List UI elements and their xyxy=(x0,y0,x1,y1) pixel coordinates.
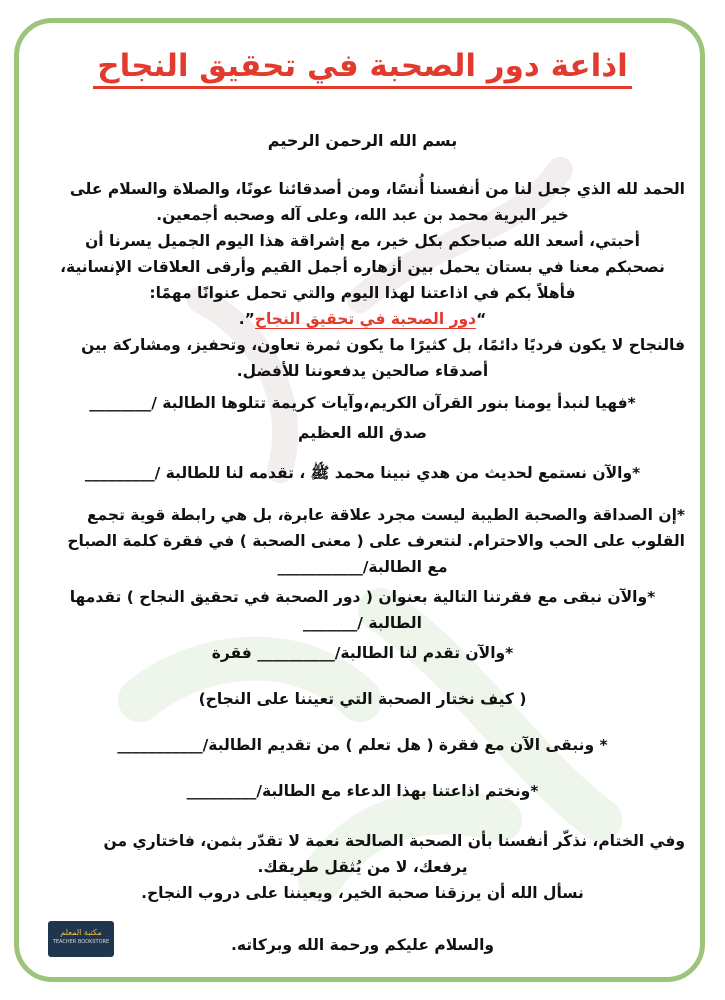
friendship-line: القلوب على الحب والاحترام. لنتعرف على ( معنى الصحبة ) في فقرة كلمة الصباح xyxy=(67,532,685,550)
farewell-line: والسلام عليكم ورحمة الله وبركاته. xyxy=(230,936,495,954)
logo-subtitle: TEACHER BOOKSTORE xyxy=(52,939,110,945)
document-body xyxy=(40,38,685,968)
friendship-section xyxy=(40,502,685,580)
quran-section xyxy=(40,390,685,446)
did-you-know-line: * ونبقى الآن مع فقرة ( هل تعلم ) من تقديم الطالبة/___________ xyxy=(117,736,608,754)
logo-name: مكتبة المعلم xyxy=(60,928,102,937)
conclusion-section xyxy=(40,828,685,906)
intro-line: أحبتي، أسعد الله صباحكم بكل خير، مع إشراقة هذا اليوم الجميل يسرنا أن xyxy=(85,232,640,250)
quote-open: “ xyxy=(476,310,487,328)
role-line: *والآن نبقى مع فقرتنا التالية بعنوان ( دور الصحبة في تحقيق النجاح ) تقدمها xyxy=(69,588,656,606)
conclusion-line: نسأل الله أن يرزقنا صحبة الخير، ويعيننا على دروب النجاح. xyxy=(141,884,584,902)
quote-close: ”. xyxy=(238,310,255,328)
basmala: بسم الله الرحمن الرحيم xyxy=(267,131,458,150)
success-line: أصدقاء صالحين يدفعوننا للأفضل. xyxy=(236,362,489,380)
intro-line: نصحبكم معنا في بستان يحمل بين أزهاره أجمل القيم وأرقى العلاقات الإنسانية، xyxy=(60,258,665,276)
intro-line: فأهلاً بكم في اذاعتنا لهذا اليوم والتي تحمل عنوانًا مهمًا: xyxy=(149,284,576,302)
intro-line: الحمد لله الذي جعل لنا من أنفسنا أُنسًا، ومن أصدقائنا عونًا، والصلاة والسلام على xyxy=(69,180,685,198)
quran-line: *فهيا لنبدأ يومنا بنور القرآن الكريم،وآيات كريمة تتلوها الطالبة /________ xyxy=(89,394,636,412)
topic-highlight: دور الصحبة في تحقيق النجاح xyxy=(254,310,477,328)
friendship-line: *إن الصداقة والصحبة الطيبة ليست مجرد علاقة عابرة، بل هي رابطة قوية تجمع xyxy=(86,506,685,524)
intro-section xyxy=(40,176,685,332)
hadith-line: *والآن نستمع لحديث من هدي نبينا محمد ﷺ ، تقدمه لنا للطالبة /_________ xyxy=(84,464,641,482)
topic-line xyxy=(40,306,685,332)
success-section xyxy=(40,332,685,384)
page-title: اذاعة دور الصحبة في تحقيق النجاح xyxy=(40,48,685,84)
success-line: فالنجاح لا يكون فرديًا دائمًا، بل كثيرًا ما يكون ثمرة تعاون، وتحفيز، ومشاركة بين xyxy=(81,336,685,354)
friendship-line: مع الطالبة/___________ xyxy=(277,558,448,576)
publisher-logo xyxy=(48,921,114,957)
prayer-line: *ونختم اذاعتنا بهذا الدعاء مع الطالبة/_________ xyxy=(186,782,539,800)
role-section xyxy=(40,584,685,636)
conclusion-line: وفي الختام، نذكّر أنفسنا بأن الصحبة الصالحة نعمة لا تقدّر بثمن، فاختاري من xyxy=(103,832,685,850)
choose-line: ( كيف نختار الصحبة التي تعيننا على النجاح) xyxy=(198,690,527,708)
quran-closing: صدق الله العظيم xyxy=(298,424,427,442)
role-line: الطالبة /_______ xyxy=(303,614,422,632)
intro-line: خير البرية محمد بن عبد الله، وعلى آله وصحبه أجمعين. xyxy=(156,206,569,224)
segment-line: *والآن تقدم لنا الطالبة/__________ فقرة xyxy=(211,644,514,662)
conclusion-line: يرفعك، لا من يُثقل طريقك. xyxy=(257,858,468,876)
